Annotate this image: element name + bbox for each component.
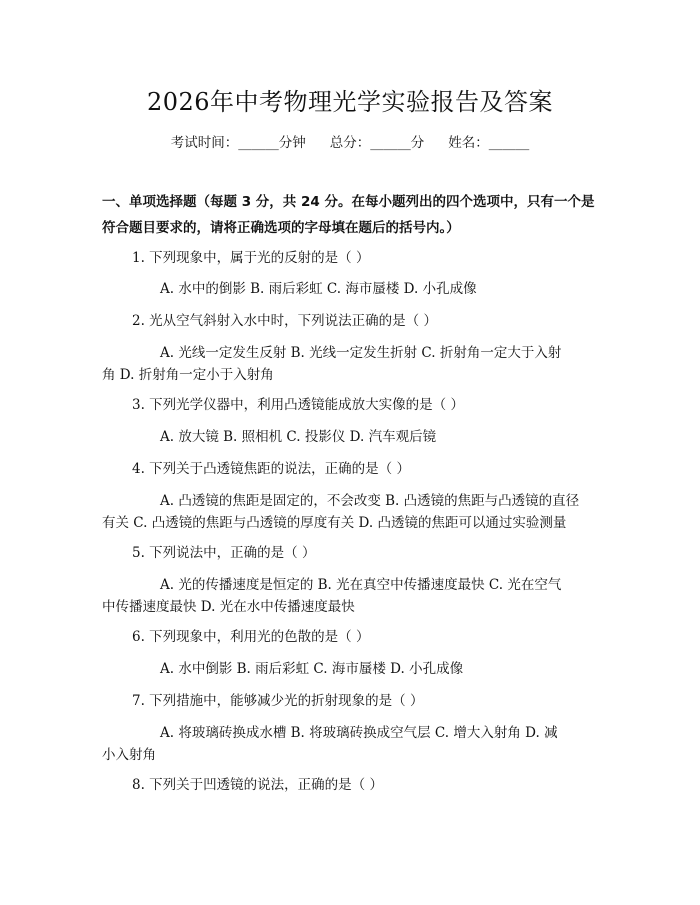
- question-stem: 2. 光从空气斜射入水中时，下列说法正确的是（ ）: [132, 313, 437, 329]
- document-title: 2026年中考物理光学实验报告及答案: [146, 88, 554, 116]
- question-options: A. 放大镜 B. 照相机 C. 投影仪 D. 汽车观后镜: [160, 429, 437, 445]
- question-options-continued: 中传播速度最快 D. 光在水中传播速度最快: [102, 599, 355, 615]
- question-options: A. 水中倒影 B. 雨后彩虹 C. 海市蜃楼 D. 小孔成像: [160, 661, 464, 677]
- question-options: A. 将玻璃砖换成水槽 B. 将玻璃砖换成空气层 C. 增大入射角 D. 减: [160, 725, 558, 741]
- question-stem: 3. 下列光学仪器中，利用凸透镜能成放大实像的是（ ）: [132, 397, 464, 413]
- question-stem: 8. 下列关于凹透镜的说法，正确的是（ ）: [132, 777, 383, 793]
- question-stem: 1. 下列现象中，属于光的反射的是（ ）: [132, 250, 370, 266]
- section-heading-line: 一、单项选择题（每题 3 分，共 24 分。在每小题列出的四个选项中，只有一个是: [102, 194, 595, 210]
- question-options-continued: 有关 C. 凸透镜的焦距与凸透镜的厚度有关 D. 凸透镜的焦距可以通过实验测量: [102, 515, 567, 531]
- question-options-continued: 小入射角: [102, 747, 156, 763]
- question-options: A. 光的传播速度是恒定的 B. 光在真空中传播速度最快 C. 光在空气: [160, 577, 562, 593]
- question-options: A. 光线一定发生反射 B. 光线一定发生折射 C. 折射角一定大于入射: [160, 345, 562, 361]
- question-options-continued: 角 D. 折射角一定小于入射角: [102, 367, 274, 383]
- question-stem: 4. 下列关于凸透镜焦距的说法，正确的是（ ）: [132, 461, 410, 477]
- section-heading-line: 符合题目要求的，请将正确选项的字母填在题后的括号内。）: [102, 220, 460, 236]
- total-score-field: 总分：______分: [329, 135, 425, 151]
- question-stem: 5. 下列说法中，正确的是（ ）: [132, 545, 316, 561]
- exam-info-line: [0, 131, 700, 151]
- question-stem: 6. 下列现象中，利用光的色散的是（ ）: [132, 629, 370, 645]
- question-options: A. 凸透镜的焦距是固定的，不会改变 B. 凸透镜的焦距与凸透镜的直径: [160, 493, 580, 509]
- question-options: A. 水中的倒影 B. 雨后彩虹 C. 海市蜃楼 D. 小孔成像: [160, 281, 477, 297]
- exam-time-field: 考试时间：______分钟: [170, 135, 306, 151]
- section-heading: [102, 189, 598, 241]
- question-stem: 7. 下列措施中，能够减少光的折射现象的是（ ）: [132, 693, 424, 709]
- student-name-field: 姓名：______: [448, 135, 530, 151]
